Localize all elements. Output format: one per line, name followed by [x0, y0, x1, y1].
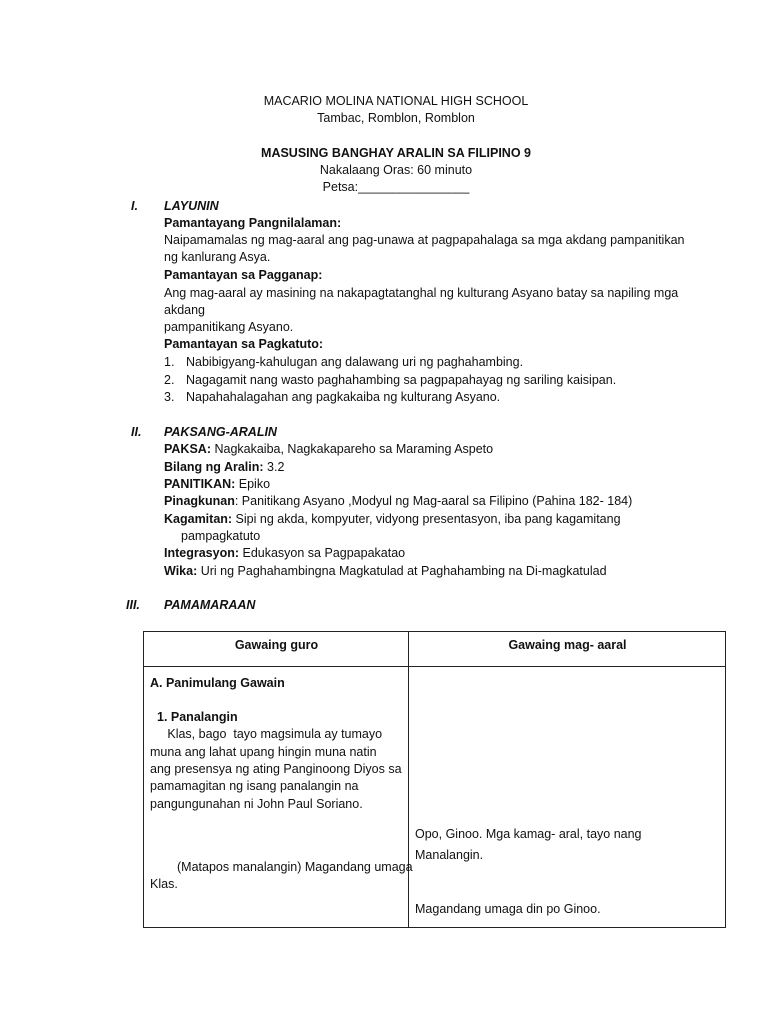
- content-standard-line2: ng kanlurang Asya.: [164, 250, 271, 264]
- lesson-plan-title: MASUSING BANGHAY ARALIN SA FILIPINO 9: [261, 146, 531, 160]
- teacher-line-1: Klas, bago tayo magsimula ay tumayo: [150, 727, 383, 741]
- learning-label: Pamantayan sa Pagkatuto:: [164, 337, 324, 351]
- bilang-row: [164, 460, 284, 474]
- school-location: Tambac, Romblon, Romblon: [317, 111, 475, 125]
- teacher-line-4: pamamagitan ng isang panalangin na: [150, 779, 359, 793]
- pinagkunan-value: : Panitikang Asyano ,Modyul ng Mag-aaral sa Filipino (Pahina 182- 184): [234, 494, 633, 508]
- objective-3-text: Napahahalagahan ang pagkakaiba ng kulturang Asyano.: [186, 390, 501, 404]
- panitikan-row: [164, 477, 270, 491]
- section3-numeral: III.: [126, 598, 140, 612]
- section2-heading: PAKSANG-ARALIN: [164, 425, 277, 439]
- performance-label: Pamantayan sa Pagganap:: [164, 268, 323, 282]
- kagamitan-label: Kagamitan:: [164, 512, 233, 526]
- date-field: Petsa:________________: [322, 180, 470, 194]
- bilang-value: 3.2: [263, 460, 285, 474]
- teacher-line-2: muna ang lahat upang hingin muna natin: [150, 745, 377, 759]
- teacher-greeting-2: Klas.: [150, 877, 178, 891]
- performance-line1: Ang mag-aaral ay masining na nakapagtatanghal ng kulturang Asyano batay sa napiling mga: [164, 286, 679, 300]
- col1-header: Gawaing guro: [234, 638, 319, 652]
- duration: Nakalaang Oras: 60 minuto: [319, 163, 473, 177]
- section1-numeral: I.: [131, 199, 138, 213]
- section3-heading: PAMAMARAAN: [164, 598, 256, 612]
- student-reply-1: Opo, Ginoo. Mga kamag- aral, tayo nang: [415, 827, 642, 841]
- panitikan-value: Epiko: [235, 477, 271, 491]
- teacher-line-3: ang presensya ng ating Panginoong Diyos sa: [150, 762, 402, 776]
- wika-row: [164, 564, 607, 578]
- integrasyon-label: Integrasyon:: [164, 546, 240, 560]
- student-reply-2: Manalangin.: [415, 848, 484, 862]
- section2-numeral: II.: [131, 425, 142, 439]
- panalangin-item: 1. Panalangin: [157, 710, 238, 724]
- pinagkunan-label: Pinagkunan: [164, 494, 235, 508]
- student-reply-3: Magandang umaga din po Ginoo.: [415, 902, 601, 916]
- performance-line2: akdang: [164, 303, 206, 317]
- teacher-line-5: pangungunahan ni John Paul Soriano.: [150, 797, 363, 811]
- table-header-teacher: [144, 632, 409, 667]
- table-header-student: [409, 632, 726, 667]
- paksa-label: PAKSA:: [164, 442, 211, 456]
- content-standard-line1: Naipamamalas ng mag-aaral ang pag-unawa at pagpapahalaga sa mga akdang pampanitikan: [164, 233, 685, 247]
- paksa-value: Nagkakaiba, Nagkakapareho sa Maraming Aspeto: [211, 442, 494, 456]
- objective-2-text: Nagagamit nang wasto paghahambing sa pagpapahayag ng sariling kaisipan.: [186, 373, 617, 387]
- bilang-label: Bilang ng Aralin:: [164, 460, 264, 474]
- integrasyon-row: [164, 546, 405, 560]
- kagamitan-row: [164, 512, 621, 526]
- wika-value: Uri ng Paghahambingna Magkatulad at Paghahambing na Di-magkatulad: [197, 564, 607, 578]
- paksa-row: [164, 442, 493, 456]
- teacher-cell: [144, 667, 413, 928]
- school-name: MACARIO MOLINA NATIONAL HIGH SCHOOL: [263, 94, 529, 108]
- objective-1-text: Nabibigyang-kahulugan ang dalawang uri ng paghahambing.: [186, 355, 524, 369]
- section1-heading: LAYUNIN: [164, 199, 219, 213]
- performance-line3: pampanitikang Asyano.: [164, 320, 294, 334]
- objective-3-num: 3.: [164, 390, 175, 404]
- table-subheading: A. Panimulang Gawain: [150, 676, 285, 690]
- wika-label: Wika:: [164, 564, 198, 578]
- teacher-greeting-1: (Matapos manalangin) Magandang umaga: [177, 860, 413, 874]
- content-standard-label: Pamantayang Pangnilalaman:: [164, 216, 342, 230]
- student-cell: [409, 667, 726, 928]
- pinagkunan-row: [164, 494, 632, 508]
- panitikan-label: PANITIKAN:: [164, 477, 236, 491]
- kagamitan-value: Sipi ng akda, kompyuter, vidyong presentasyon, iba pang kagamitang: [232, 512, 621, 526]
- col2-header: Gawaing mag- aaral: [508, 638, 627, 652]
- objective-2-num: 2.: [164, 373, 175, 387]
- objective-1-num: 1.: [164, 355, 175, 369]
- integrasyon-value: Edukasyon sa Pagpapakatao: [239, 546, 406, 560]
- kagamitan-value-cont: pampagkatuto: [181, 529, 261, 543]
- activities-table: [143, 631, 726, 928]
